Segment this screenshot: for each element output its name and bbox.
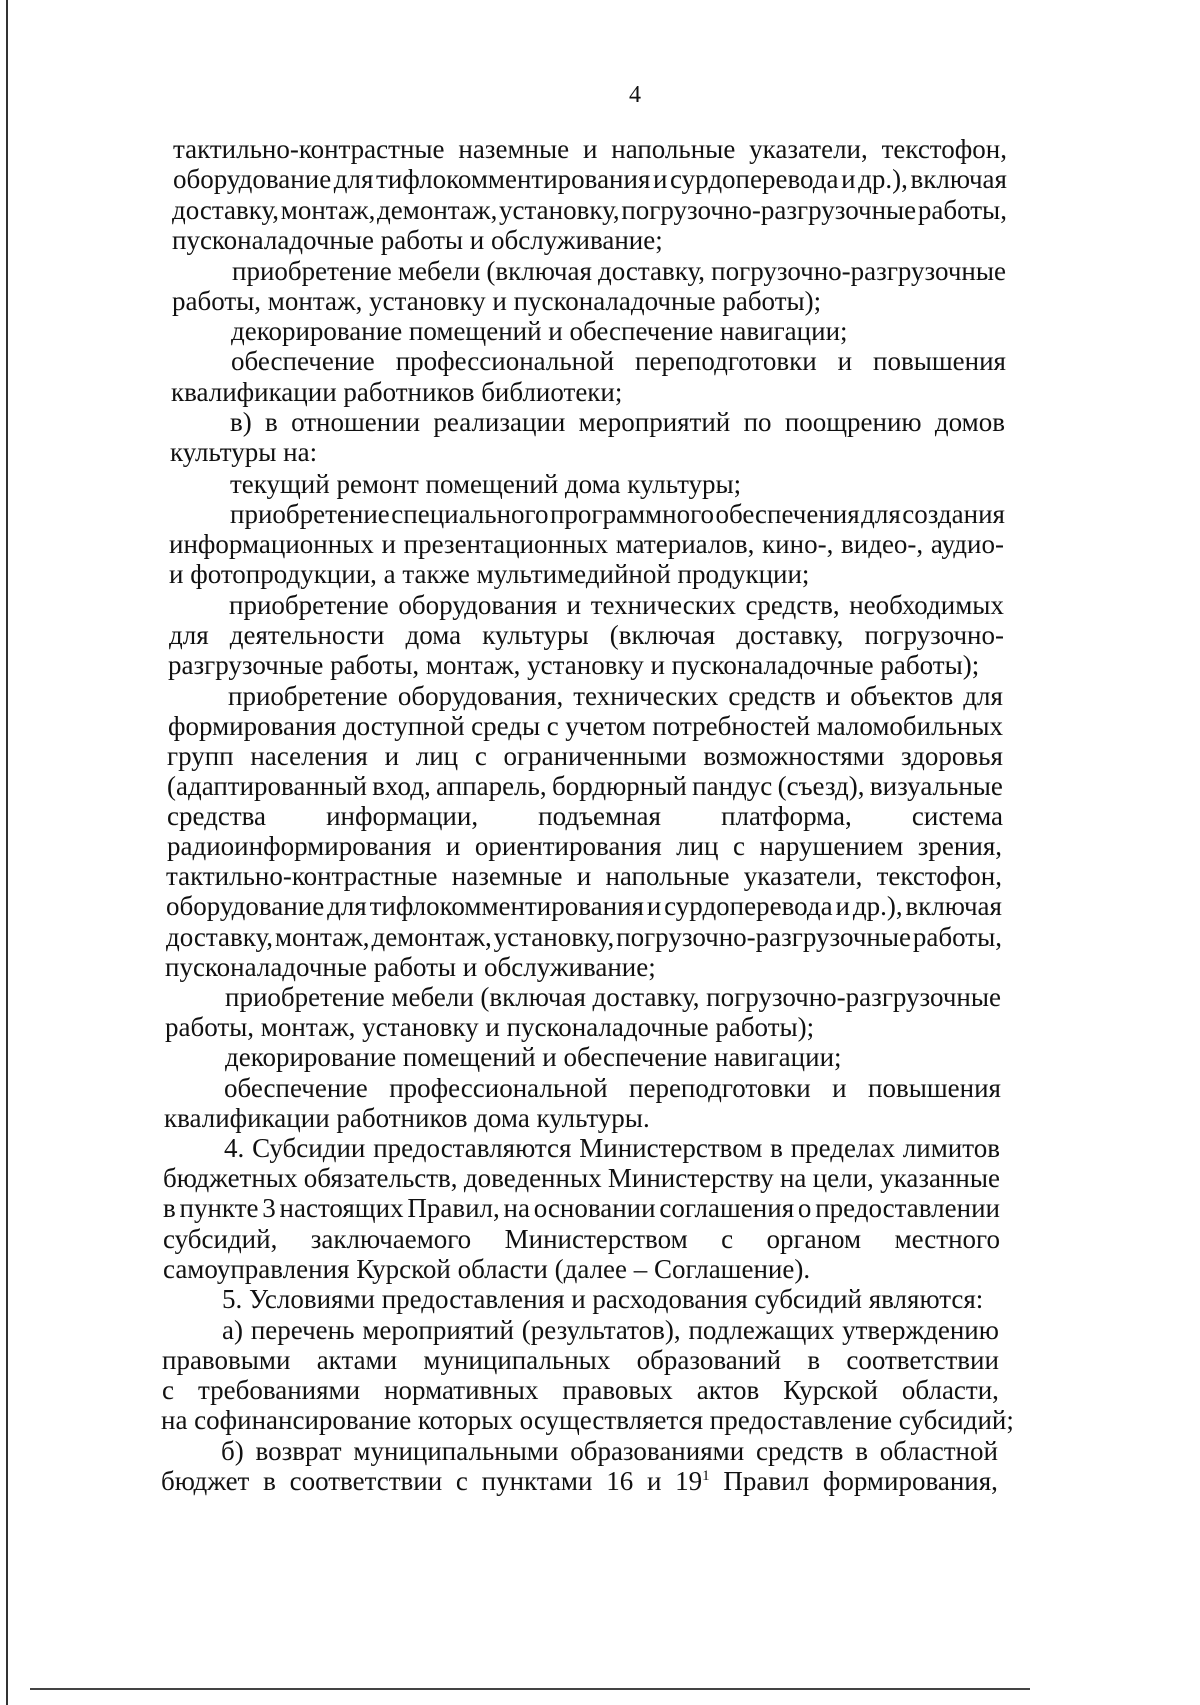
word: программного <box>549 499 714 529</box>
scan-bottom-rule <box>30 1688 1030 1690</box>
word: местного <box>894 1224 1000 1254</box>
word: здоровья <box>901 741 1003 771</box>
word: напольные <box>611 134 736 164</box>
word: с <box>732 831 745 861</box>
word: переподготовки <box>635 346 817 376</box>
text-line <box>230 469 1005 499</box>
word: и <box>381 529 396 559</box>
text-line <box>166 922 1002 952</box>
word: 191 <box>675 1466 710 1496</box>
line-text: и фотопродукции, а также мультимедийной продукции; <box>169 559 810 589</box>
text-line <box>225 982 1001 1012</box>
word: пределах <box>790 1133 895 1163</box>
text-line <box>172 195 1007 225</box>
word: учетом <box>565 711 646 741</box>
text-line <box>224 1073 1001 1103</box>
word: доставку, <box>736 620 844 650</box>
word: утверждению <box>842 1315 999 1345</box>
text-line <box>168 650 1004 680</box>
word: указанные <box>880 1163 1000 1193</box>
text-line <box>169 559 1004 589</box>
text-line <box>162 1345 999 1375</box>
word: и <box>384 741 400 771</box>
word: (включая <box>480 982 586 1012</box>
line-text: разгрузочные работы, монтаж, установку и пусконаладочные работы); <box>168 650 980 680</box>
word: с <box>546 711 559 741</box>
word: видео-, <box>841 529 924 559</box>
text-line <box>163 1224 1000 1254</box>
word: для <box>963 681 1003 711</box>
word: формирования, <box>822 1466 998 1496</box>
word: на <box>779 1163 807 1193</box>
word: бюджет <box>161 1466 250 1496</box>
word: муниципальных <box>423 1345 611 1375</box>
word: специального <box>391 499 549 529</box>
word: бордюрный <box>551 771 687 801</box>
word: и <box>576 861 592 891</box>
word: и <box>835 891 850 921</box>
word: наземные <box>451 861 563 891</box>
word: доступной <box>342 711 465 741</box>
word: технических <box>590 590 736 620</box>
word: предоставлении <box>815 1193 1000 1223</box>
word: и <box>582 134 598 164</box>
text-line <box>167 831 1002 861</box>
word: информационных <box>169 529 374 559</box>
word: с <box>721 1224 734 1254</box>
word: а) <box>222 1315 243 1345</box>
text-line <box>167 741 1003 771</box>
word: Правил, <box>407 1193 500 1223</box>
word: с <box>474 741 487 771</box>
line-text: пусконаладочные работы и обслуживание; <box>172 225 663 255</box>
text-line <box>161 1405 1014 1435</box>
word: возможностями <box>703 741 885 771</box>
line-text: декорирование помещений и обеспечение навигации; <box>231 316 848 346</box>
word: др.), <box>852 891 903 921</box>
word: демонтаж, <box>371 922 492 952</box>
word: демонтаж, <box>377 195 498 225</box>
text-line <box>165 952 1002 982</box>
word: приобретение <box>232 256 392 286</box>
line-text: декорирование помещений и обеспечение навигации; <box>225 1042 842 1072</box>
word: населения <box>250 741 368 771</box>
word: радиоинформирования <box>167 831 432 861</box>
text-line <box>230 499 1005 529</box>
word: 3 <box>262 1193 276 1223</box>
word: аппарель, <box>436 771 547 801</box>
word: монтаж, <box>280 195 376 225</box>
word: в) <box>230 407 252 437</box>
line-text: квалификации работников дома культуры. <box>164 1103 650 1133</box>
word: возврат <box>255 1436 342 1466</box>
word: пунктами <box>481 1466 593 1496</box>
text-line <box>172 225 1006 255</box>
word: в <box>770 1133 783 1163</box>
word: мероприятий <box>578 407 731 437</box>
word: мебели <box>391 982 474 1012</box>
scan-left-edge <box>6 0 8 1705</box>
word: ограниченными <box>503 741 687 771</box>
line-text: текущий ремонт помещений дома культуры; <box>230 469 742 499</box>
word: соглашения <box>659 1193 795 1223</box>
word: среды <box>471 711 541 741</box>
text-line <box>163 1163 1000 1193</box>
word: профессиональной <box>395 346 615 376</box>
text-line <box>221 1436 998 1466</box>
word: правовых <box>562 1375 673 1405</box>
word: работы, <box>917 195 1007 225</box>
word: работы, <box>912 922 1002 952</box>
word: б) <box>221 1436 244 1466</box>
word: по <box>743 407 772 437</box>
word: о <box>797 1193 812 1223</box>
line-text: работы, монтаж, установку и пусконаладочные работы); <box>165 1012 815 1042</box>
word: с <box>455 1466 468 1496</box>
word: средств <box>755 1436 844 1466</box>
word: поощрению <box>784 407 922 437</box>
word: соответствии <box>289 1466 443 1496</box>
word: и <box>445 831 461 861</box>
word: в <box>265 407 278 437</box>
word: и <box>837 346 853 376</box>
word: областной <box>879 1436 998 1466</box>
word: обеспечения <box>715 499 860 529</box>
word: установку, <box>499 195 620 225</box>
text-line <box>222 1284 999 1314</box>
text-line <box>170 437 1005 467</box>
text-line <box>166 861 1002 891</box>
word: оборудования, <box>397 681 564 711</box>
word: маломобильных <box>816 711 1003 741</box>
word: приобретение <box>225 982 385 1012</box>
line-text: самоуправления Курской области (далее – Соглашение). <box>163 1254 811 1284</box>
word: кино-, <box>762 529 834 559</box>
text-line <box>163 1254 1000 1284</box>
word: формирования <box>168 711 337 741</box>
word: приобретение <box>230 499 390 529</box>
word: профессиональной <box>389 1073 608 1103</box>
word: приобретение <box>228 681 388 711</box>
line-text: культуры на: <box>170 437 318 467</box>
word: доставку, <box>166 922 274 952</box>
word: напольные <box>605 861 730 891</box>
word: на <box>503 1193 530 1223</box>
word: Курской <box>783 1375 878 1405</box>
word: соответствии <box>846 1345 999 1375</box>
word: цели, <box>812 1163 874 1193</box>
word: создания <box>902 499 1005 529</box>
word: ориентирования <box>474 831 662 861</box>
word: заключаемого <box>310 1224 472 1254</box>
word: платформа, <box>721 801 852 831</box>
word: и <box>832 1073 847 1103</box>
word: материалов, <box>615 529 755 559</box>
word: обеспечение <box>224 1073 368 1103</box>
word: лиц <box>415 741 459 771</box>
word: указатели, <box>743 861 863 891</box>
word: погрузочно-разгрузочные <box>711 256 1006 286</box>
word: средств <box>728 681 816 711</box>
word: система <box>911 801 1003 831</box>
line-text: пусконаладочные работы и обслуживание; <box>165 952 656 982</box>
text-line <box>224 1133 1000 1163</box>
word: погрузочно-разгрузочные <box>706 982 1001 1012</box>
word: для <box>861 499 901 529</box>
text-line <box>231 346 1006 376</box>
text-line <box>163 1193 1000 1223</box>
text-line <box>169 529 1004 559</box>
word: тактильно-контрастные <box>173 134 445 164</box>
word: установку, <box>493 922 615 952</box>
word: приобретение <box>229 590 389 620</box>
word: деятельности <box>229 620 385 650</box>
word: актами <box>316 1345 398 1375</box>
text-line <box>173 164 1007 194</box>
text-line <box>165 1012 1001 1042</box>
word: указатели, <box>749 134 868 164</box>
word: с <box>162 1375 174 1405</box>
word: погрузочно- <box>864 620 1004 650</box>
word: мебели <box>397 256 481 286</box>
word: информации, <box>326 801 479 831</box>
word: текстофон, <box>876 861 1002 891</box>
word: пункте <box>179 1193 259 1223</box>
word: включая <box>910 164 1007 194</box>
word: доставку, <box>598 256 706 286</box>
word: сурдоперевода <box>670 164 839 194</box>
word: средства <box>167 801 267 831</box>
word: нормативных <box>384 1375 539 1405</box>
word: подлежащих <box>688 1315 835 1345</box>
word: сурдоперевода <box>664 891 833 921</box>
word: требованиями <box>197 1375 361 1405</box>
word: образований <box>636 1345 782 1375</box>
text-line <box>228 681 1003 711</box>
word: правовыми <box>162 1345 291 1375</box>
word: (включая <box>609 620 716 650</box>
word: средств, <box>745 590 840 620</box>
word: потребностей <box>652 711 811 741</box>
word: погрузочно-разгрузочные <box>621 195 917 225</box>
word: необходимых <box>849 590 1004 620</box>
word: доставку, <box>172 195 280 225</box>
word: муниципальными <box>353 1436 559 1466</box>
word: Министерством <box>504 1224 688 1254</box>
word: и <box>646 891 662 921</box>
word: и <box>652 164 668 194</box>
word: доставку, <box>592 982 700 1012</box>
word: подъемная <box>538 801 661 831</box>
word: в <box>855 1436 868 1466</box>
word: образованиями <box>570 1436 745 1466</box>
word: оборудование <box>173 164 332 194</box>
text-line <box>173 134 1007 164</box>
word: включая <box>905 891 1002 921</box>
word: (адаптированный <box>167 771 367 801</box>
word: (включая <box>486 256 592 286</box>
word: отношении <box>291 407 421 437</box>
word: (результатов), <box>521 1315 681 1345</box>
word: Министерству <box>607 1163 774 1193</box>
word: и <box>566 590 582 620</box>
word: культуры <box>482 620 589 650</box>
word: области, <box>901 1375 999 1405</box>
word: вход, <box>372 771 431 801</box>
line-text: работы, монтаж, установку и пусконаладочные работы); <box>172 286 822 316</box>
word: 4. <box>224 1133 245 1163</box>
page-number: 4 <box>629 82 641 108</box>
word: 16 <box>606 1466 634 1496</box>
word: лимитов <box>902 1133 1000 1163</box>
word: тифлокомментирования <box>376 164 651 194</box>
text-line <box>172 286 1006 316</box>
word: и <box>841 164 856 194</box>
word: лиц <box>676 831 719 861</box>
word: оборудование <box>166 891 325 921</box>
word: технических <box>573 681 719 711</box>
word: мероприятий <box>362 1315 514 1345</box>
word: пандус <box>692 771 773 801</box>
word: для <box>169 620 209 650</box>
word: доведенных <box>463 1163 602 1193</box>
word: и <box>825 681 841 711</box>
word: органом <box>766 1224 862 1254</box>
word: повышения <box>873 346 1006 376</box>
word: погрузочно-разгрузочные <box>616 922 911 952</box>
word: для <box>327 891 367 921</box>
text-line <box>162 1375 999 1405</box>
text-line <box>230 407 1005 437</box>
word: переподготовки <box>629 1073 811 1103</box>
word: зрения, <box>917 831 1002 861</box>
word: нарушением <box>759 831 904 861</box>
word: предоставляются <box>373 1133 572 1163</box>
text-line <box>231 316 1006 346</box>
line-text: на софинансирование которых осуществляется предоставление субсидий; <box>161 1405 1014 1435</box>
word: в <box>807 1345 821 1375</box>
word: Министерством <box>579 1133 763 1163</box>
text-line <box>164 1103 1001 1133</box>
text-line <box>167 771 1003 801</box>
line-text: квалификации работников библиотеки; <box>171 377 623 407</box>
word: текстофон, <box>881 134 1007 164</box>
word: наземные <box>458 134 570 164</box>
word: групп <box>167 741 234 771</box>
text-line <box>171 377 1005 407</box>
word: обеспечение <box>231 346 375 376</box>
line-text: 5. Условиями предоставления и расходования субсидий являются: <box>222 1284 984 1314</box>
word: тактильно-контрастные <box>166 861 438 891</box>
word: (съезд), <box>777 771 865 801</box>
text-line <box>222 1315 999 1345</box>
text-line <box>225 1042 1001 1072</box>
word: перечень <box>250 1315 355 1345</box>
word: визуальные <box>869 771 1003 801</box>
text-line <box>166 891 1002 921</box>
word: домов <box>934 407 1005 437</box>
word: аудио- <box>930 529 1004 559</box>
word: тифлокомментирования <box>369 891 644 921</box>
word: в <box>163 1193 176 1223</box>
text-line <box>169 620 1004 650</box>
word: презентационных <box>403 529 609 559</box>
word: основании <box>533 1193 656 1223</box>
word: реализации <box>433 407 566 437</box>
word: оборудования <box>398 590 558 620</box>
word: объектов <box>850 681 954 711</box>
word: и <box>646 1466 662 1496</box>
text-line <box>161 1466 998 1496</box>
text-line <box>229 590 1004 620</box>
word: Субсидии <box>252 1133 366 1163</box>
text-line <box>167 801 1003 831</box>
word: монтаж, <box>274 922 370 952</box>
word: актов <box>696 1375 760 1405</box>
word: дома <box>405 620 462 650</box>
word: Правил <box>723 1466 810 1496</box>
text-line <box>232 256 1006 286</box>
word: в <box>263 1466 276 1496</box>
word: обязательств, <box>303 1163 458 1193</box>
word: др.), <box>858 164 908 194</box>
word: настоящих <box>279 1193 404 1223</box>
word: для <box>333 164 374 194</box>
word: субсидий, <box>163 1224 278 1254</box>
text-line <box>168 711 1003 741</box>
word: бюджетных <box>163 1163 298 1193</box>
word: повышения <box>868 1073 1001 1103</box>
